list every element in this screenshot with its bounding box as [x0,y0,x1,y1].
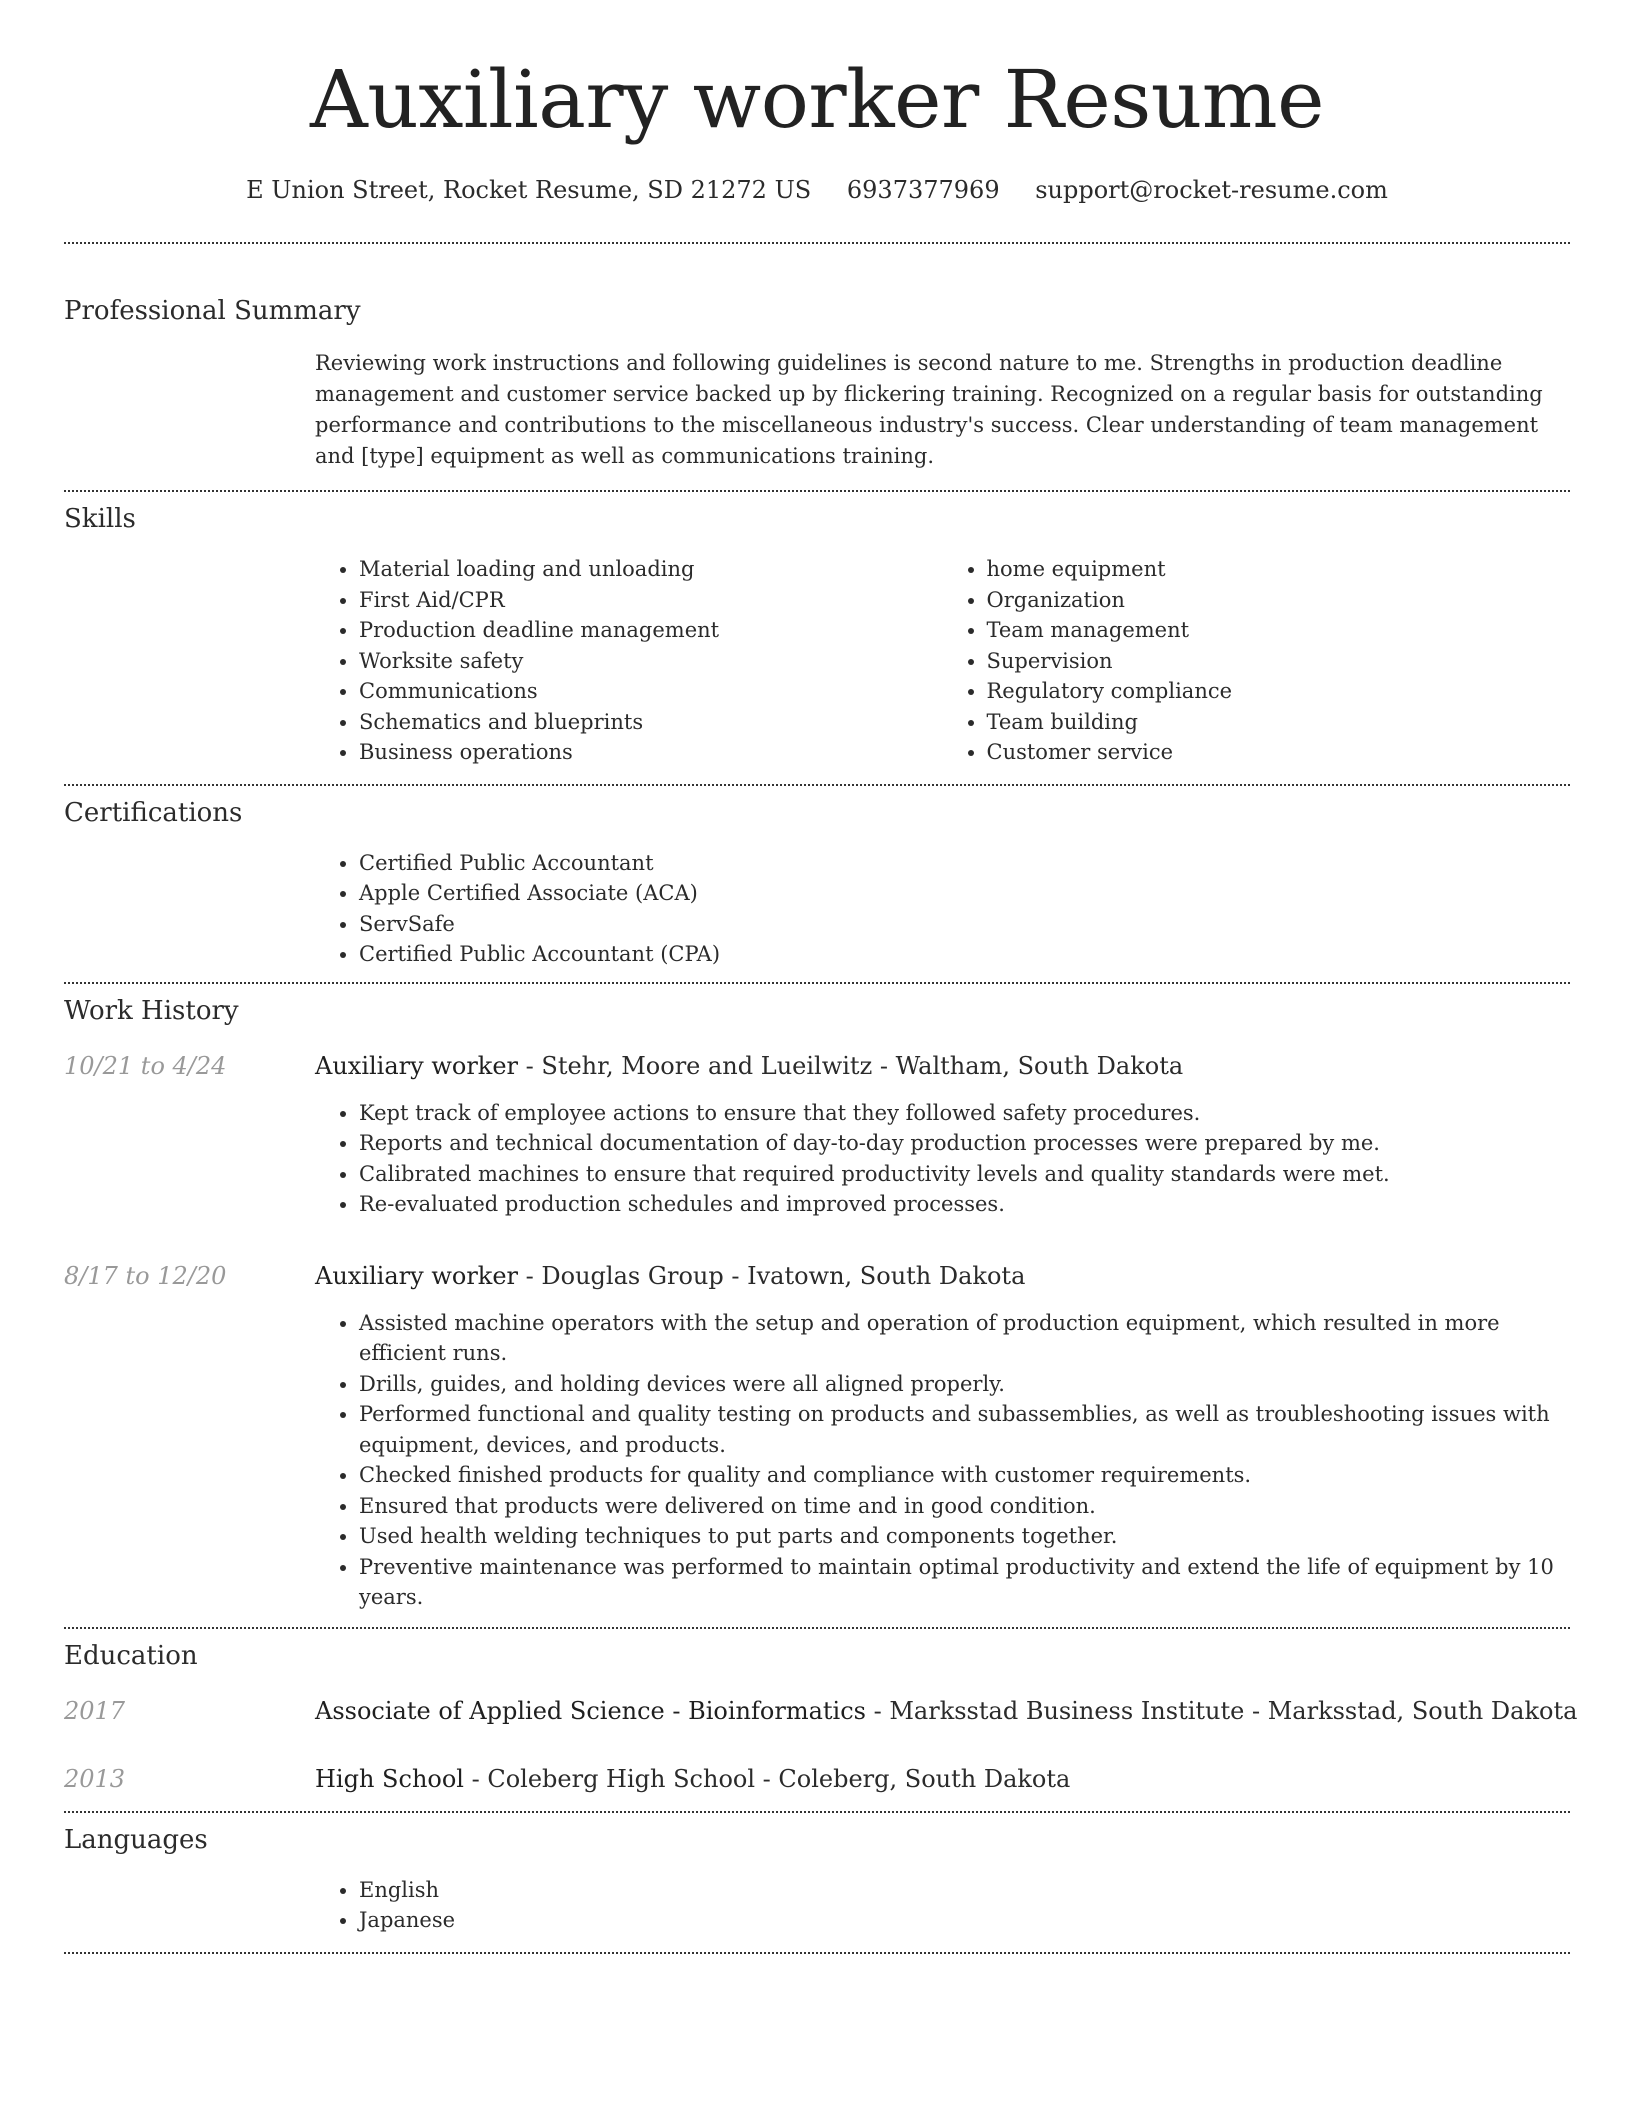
list-item: • Checked finished products for quality and compliance with customer requirements. [359,1460,1570,1491]
education-year: 2017 [64,1696,126,1725]
certifications-body [315,848,1570,970]
divider [64,1952,1570,1954]
job-entry [64,1050,1570,1220]
education-section [64,1629,1578,1811]
education-title [315,1695,1577,1727]
list-item: • Supervision [987,646,1571,677]
education-entry [64,1695,1578,1727]
skills-heading: Skills [64,504,136,534]
list-item: • Material loading and unloading [359,554,943,585]
job-header [64,1050,1570,1082]
languages-list [315,1875,1570,1936]
contact-email: support@rocket-resume.com [1035,176,1388,204]
summary-text: Reviewing work instructions and following guidelines is second nature to me. Strengths in production deadline management and customer service backed up by flickering training. Recognized on a regular basis for outstanding performance and contributions to the miscellaneous industry's success. Clear understanding of team management and [type] equipment as well as communications training. [315,351,1543,468]
job-title [315,1260,1025,1292]
education-details: - Marksstad Business Institute - Marksstad, South Dakota [865,1696,1578,1725]
certifications-section [64,786,1570,982]
list-item: • Ensured that products were delivered on time and in good condition. [359,1491,1570,1522]
education-degree: Associate of Applied Science - Bioinformatics [315,1696,866,1725]
job-role: Auxiliary worker [315,1051,519,1080]
education-degree: High School [315,1764,464,1793]
skills-section [64,492,1570,784]
list-item: • First Aid/CPR [359,585,943,616]
list-item: • Reports and technical documentation of day-to-day production processes were prepared by me. [359,1128,1570,1159]
resume-header [64,0,1570,206]
list-item: • Certified Public Accountant [359,848,1570,879]
list-item: • Team management [987,615,1571,646]
list-item: • Kept track of employee actions to ensure that they followed safety procedures. [359,1098,1570,1129]
languages-body [315,1875,1570,1936]
list-item: • Drills, guides, and holding devices were all aligned properly. [359,1369,1570,1400]
certifications-list [315,848,1570,970]
list-item: • Japanese [359,1905,1570,1936]
job-entry [64,1260,1570,1613]
list-item: • Used health welding techniques to put parts and components together. [359,1521,1570,1552]
list-item: • Business operations [359,737,943,768]
job-details: - Douglas Group - Ivatown, South Dakota [518,1261,1026,1290]
work-history-section [64,984,1570,1627]
list-item: • Calibrated machines to ensure that required productivity levels and quality standards were met. [359,1159,1570,1190]
list-item: • Organization [987,585,1571,616]
skills-columns [315,554,1570,768]
list-item: • Assisted machine operators with the setup and operation of production equipment, which resulted in more efficient runs. [359,1308,1570,1369]
list-item: • Production deadline management [359,615,943,646]
list-item: • Customer service [987,737,1571,768]
education-heading: Education [64,1640,198,1671]
list-item: • Worksite safety [359,646,943,677]
job-bullet-list [315,1098,1570,1220]
education-details: - Coleberg High School - Coleberg, South Dakota [463,1764,1071,1793]
job-details: - Stehr, Moore and Lueilwitz - Waltham, South Dakota [518,1051,1184,1080]
job-bullet-list [315,1308,1570,1613]
job-bullets [315,1308,1570,1613]
list-item: • Apple Certified Associate (ACA) [359,878,1570,909]
list-item: • English [359,1875,1570,1906]
job-role: Auxiliary worker [315,1261,519,1290]
job-title [315,1050,1183,1082]
list-item: • home equipment [987,554,1571,585]
job-bullets [315,1098,1570,1220]
contact-phone: 6937377969 [846,176,1000,204]
list-item: • Communications [359,676,943,707]
list-item: • Team building [987,707,1571,738]
job-header [64,1260,1570,1292]
list-item: • Regulatory compliance [987,676,1571,707]
list-item: • Re-evaluated production schedules and improved processes. [359,1189,1570,1220]
skills-list-left [315,554,943,768]
list-item: • Certified Public Accountant (CPA) [359,939,1570,970]
contact-line [64,174,1570,206]
summary-heading: Professional Summary [64,296,361,326]
education-year: 2013 [64,1764,126,1793]
job-dates: 8/17 to 12/20 [64,1261,227,1290]
skills-list-right [943,554,1571,768]
languages-section [64,1813,1570,1952]
list-item: • Schematics and blueprints [359,707,943,738]
list-item: • Preventive maintenance was performed to maintain optimal productivity and extend the life of equipment by 10 years. [359,1552,1570,1613]
languages-heading: Languages [64,1824,208,1855]
contact-address: E Union Street, Rocket Resume, SD 21272 US [246,176,812,204]
summary-section [64,244,1570,490]
list-item: • Performed functional and quality testing on products and subassemblies, as well as troubleshooting issues with equipment, devices, and products. [359,1399,1570,1460]
list-item: • ServSafe [359,909,1570,940]
job-dates: 10/21 to 4/24 [64,1051,227,1080]
resume-title: Auxiliary worker Resume [310,53,1324,146]
certifications-heading: Certifications [64,797,243,828]
education-entry [64,1763,1570,1795]
summary-body [315,348,1570,472]
work-history-heading: Work History [64,995,239,1026]
education-title [315,1763,1070,1795]
